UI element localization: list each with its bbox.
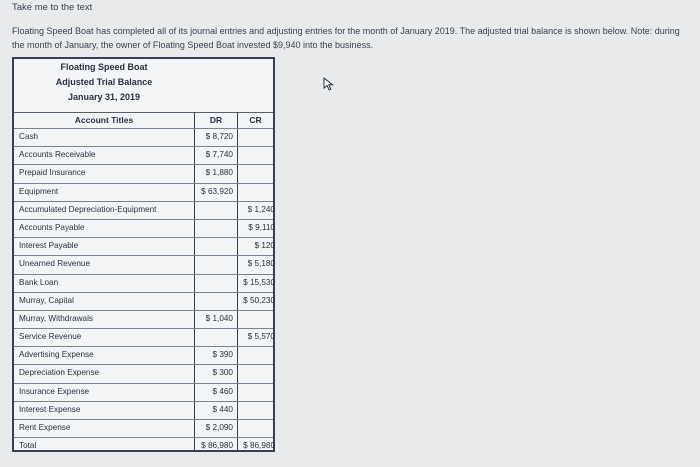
account-title: Bank Loan: [19, 277, 59, 287]
debit-amount: $ 8,720: [205, 132, 233, 141]
cr-header: CR: [249, 115, 262, 125]
account-title: Murray, Withdrawals: [19, 313, 94, 323]
take-me-to-text-link[interactable]: Take me to the text: [12, 2, 93, 13]
company-name: Floating Speed Boat: [60, 62, 148, 72]
table-row: [14, 346, 273, 364]
table-row: [14, 201, 273, 219]
problem-statement: Floating Speed Boat has completed all of its journal entries and adjusting entries for the month of January 2019. The adjusted trial balance is shown below. Note: during the month of January, the owner of Floating Speed Boat invested $9,940 into the business.: [12, 26, 680, 50]
account-title: Accumulated Depreciation-Equipment: [19, 204, 157, 214]
debit-amount: $ 1,040: [205, 313, 233, 323]
credit-amount: $ 1,240: [247, 204, 275, 214]
account-title: Service Revenue: [19, 332, 82, 342]
table-row: [14, 128, 273, 146]
table-row: [14, 183, 273, 201]
debit-amount: $ 2,090: [205, 423, 233, 432]
account-title: Cash: [19, 132, 39, 141]
table-row: [14, 219, 273, 237]
credit-amount: $ 5,570: [247, 332, 275, 342]
table-row: [14, 292, 273, 310]
account-title: Accounts Receivable: [19, 150, 96, 160]
table-row: [14, 328, 273, 346]
account-title: Depreciation Expense: [19, 368, 100, 378]
account-titles-header: Account Titles: [74, 115, 134, 125]
credit-amount: $ 50,230: [243, 295, 275, 305]
table-row: [14, 419, 273, 437]
debit-amount: $ 440: [212, 404, 233, 414]
debit-amount: $ 7,740: [205, 150, 233, 160]
table-row: [14, 255, 273, 273]
mouse-pointer-icon: [323, 77, 335, 91]
account-title: Rent Expense: [19, 423, 71, 432]
table-row: [14, 274, 273, 292]
account-title: Equipment: [19, 186, 59, 196]
table-row: [14, 401, 273, 419]
credit-amount: $ 120: [254, 241, 275, 251]
account-title: Insurance Expense: [19, 386, 90, 396]
table-header: [14, 59, 273, 113]
credit-amount: $ 86,980: [243, 441, 275, 451]
table-body: [14, 128, 273, 455]
total-row: [14, 437, 273, 455]
credit-amount: $ 9,110: [248, 222, 275, 232]
account-title: Interest Payable: [19, 241, 79, 251]
account-title: Unearned Revenue: [19, 259, 91, 269]
credit-amount: $ 15,530: [243, 277, 275, 287]
table-row: [14, 364, 273, 382]
account-title: Total: [19, 441, 37, 451]
adjusted-trial-balance-table: [12, 57, 275, 452]
account-title: Prepaid Insurance: [19, 168, 86, 178]
table-row: [14, 164, 273, 182]
account-title: Accounts Payable: [19, 222, 85, 232]
debit-amount: $ 86,980: [201, 441, 233, 451]
debit-amount: $ 63,920: [201, 186, 233, 196]
account-title: Advertising Expense: [19, 350, 94, 360]
table-row: [14, 237, 273, 255]
dr-header: DR: [209, 115, 223, 125]
account-title: Interest Expense: [19, 404, 81, 414]
table-row: [14, 310, 273, 328]
table-row: [14, 383, 273, 401]
table-row: [14, 146, 273, 164]
debit-amount: $ 460: [212, 386, 233, 396]
debit-amount: $ 390: [212, 350, 233, 360]
account-title: Murray, Capital: [19, 295, 74, 305]
debit-amount: $ 1,880: [205, 168, 233, 178]
statement-date: January 31, 2019: [67, 92, 141, 102]
statement-title: Adjusted Trial Balance: [55, 77, 153, 87]
credit-amount: $ 5,180: [247, 259, 275, 269]
debit-amount: $ 300: [212, 368, 233, 378]
